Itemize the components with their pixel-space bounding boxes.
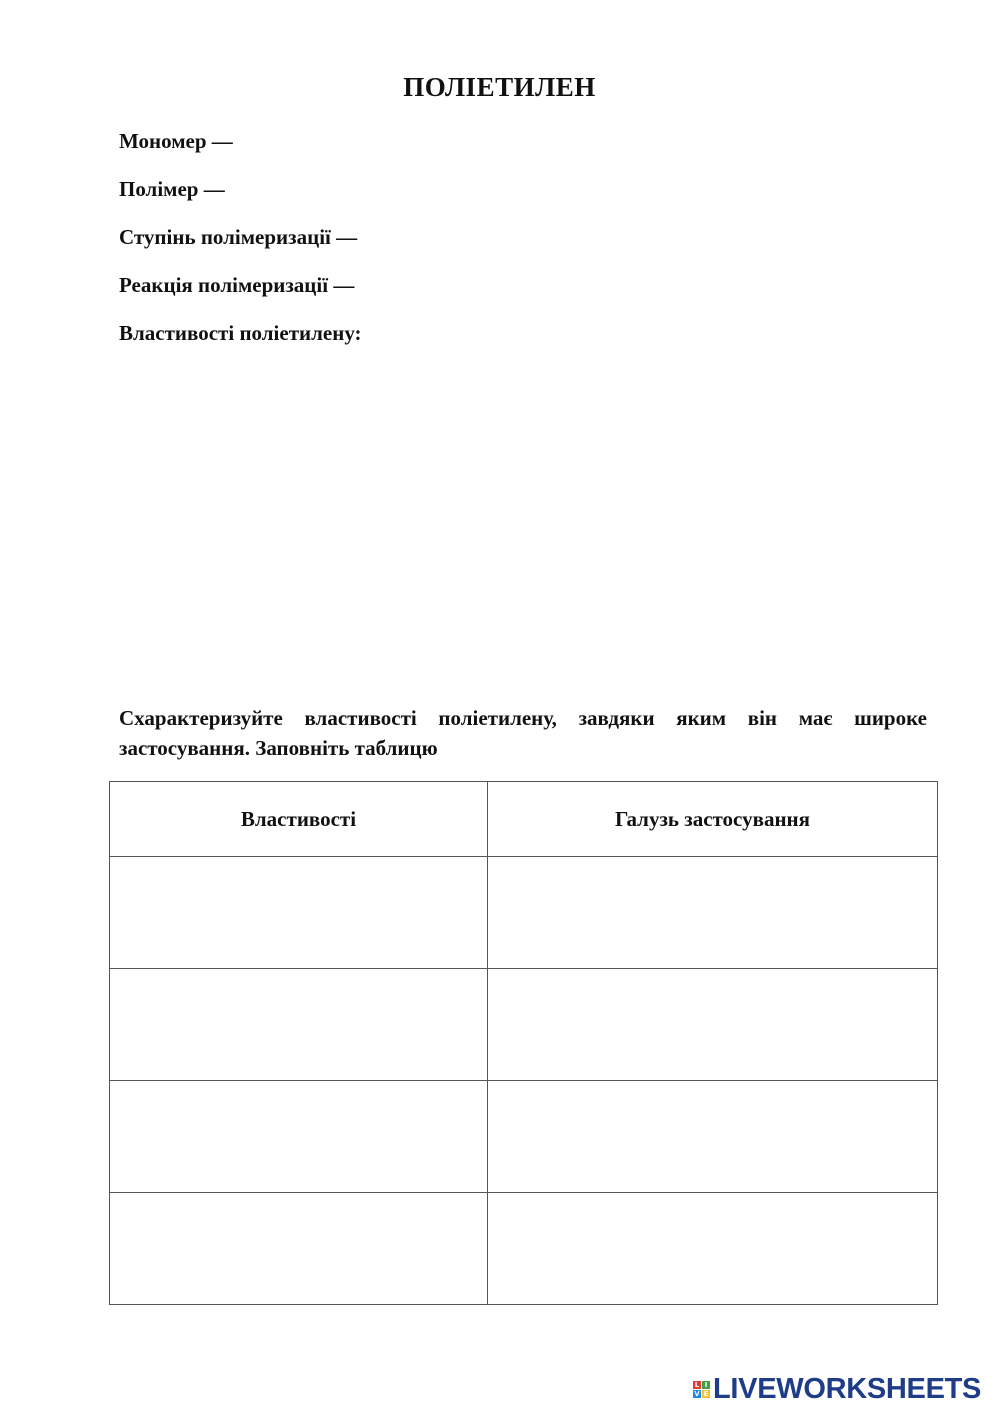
table-row [110,1193,938,1305]
properties-table [109,781,938,1305]
table-header-row [110,782,938,857]
task-instruction: Схарактеризуйте властивості поліетилену, завдяки яким він має широке застосування. Заповніть таблицю [119,706,927,760]
liveworksheets-logo-icon [693,1381,710,1398]
liveworksheets-logo-text: LIVEWORKSHEETS [713,1372,982,1405]
header-properties: Властивості [110,782,488,857]
polymerization-degree-label: Ступінь полімеризації — [119,225,358,249]
logo-letter-i: I [702,1381,710,1389]
table-row [110,1081,938,1193]
cell-properties[interactable] [110,1193,488,1305]
cell-application[interactable] [488,969,938,1081]
cell-application[interactable] [488,1081,938,1193]
table-row [110,857,938,969]
cell-application[interactable] [488,1193,938,1305]
logo-letter-v: V [694,1389,700,1398]
page-title: ПОЛІЕТИЛЕН [403,72,596,102]
logo-letter-e: E [703,1389,709,1398]
logo-letter-l: L [694,1380,700,1389]
cell-properties[interactable] [110,857,488,969]
properties-label: Властивості поліетилену: [119,321,362,345]
polymer-label: Полімер — [119,177,225,201]
monomer-label: Мономер — [119,129,233,153]
cell-properties[interactable] [110,1081,488,1193]
header-application-field: Галузь застосування [488,782,938,857]
cell-application[interactable] [488,857,938,969]
cell-properties[interactable] [110,969,488,1081]
liveworksheets-logo [693,1373,981,1405]
table-row [110,969,938,1081]
polymerization-reaction-label: Реакція полімеризації — [119,273,355,297]
